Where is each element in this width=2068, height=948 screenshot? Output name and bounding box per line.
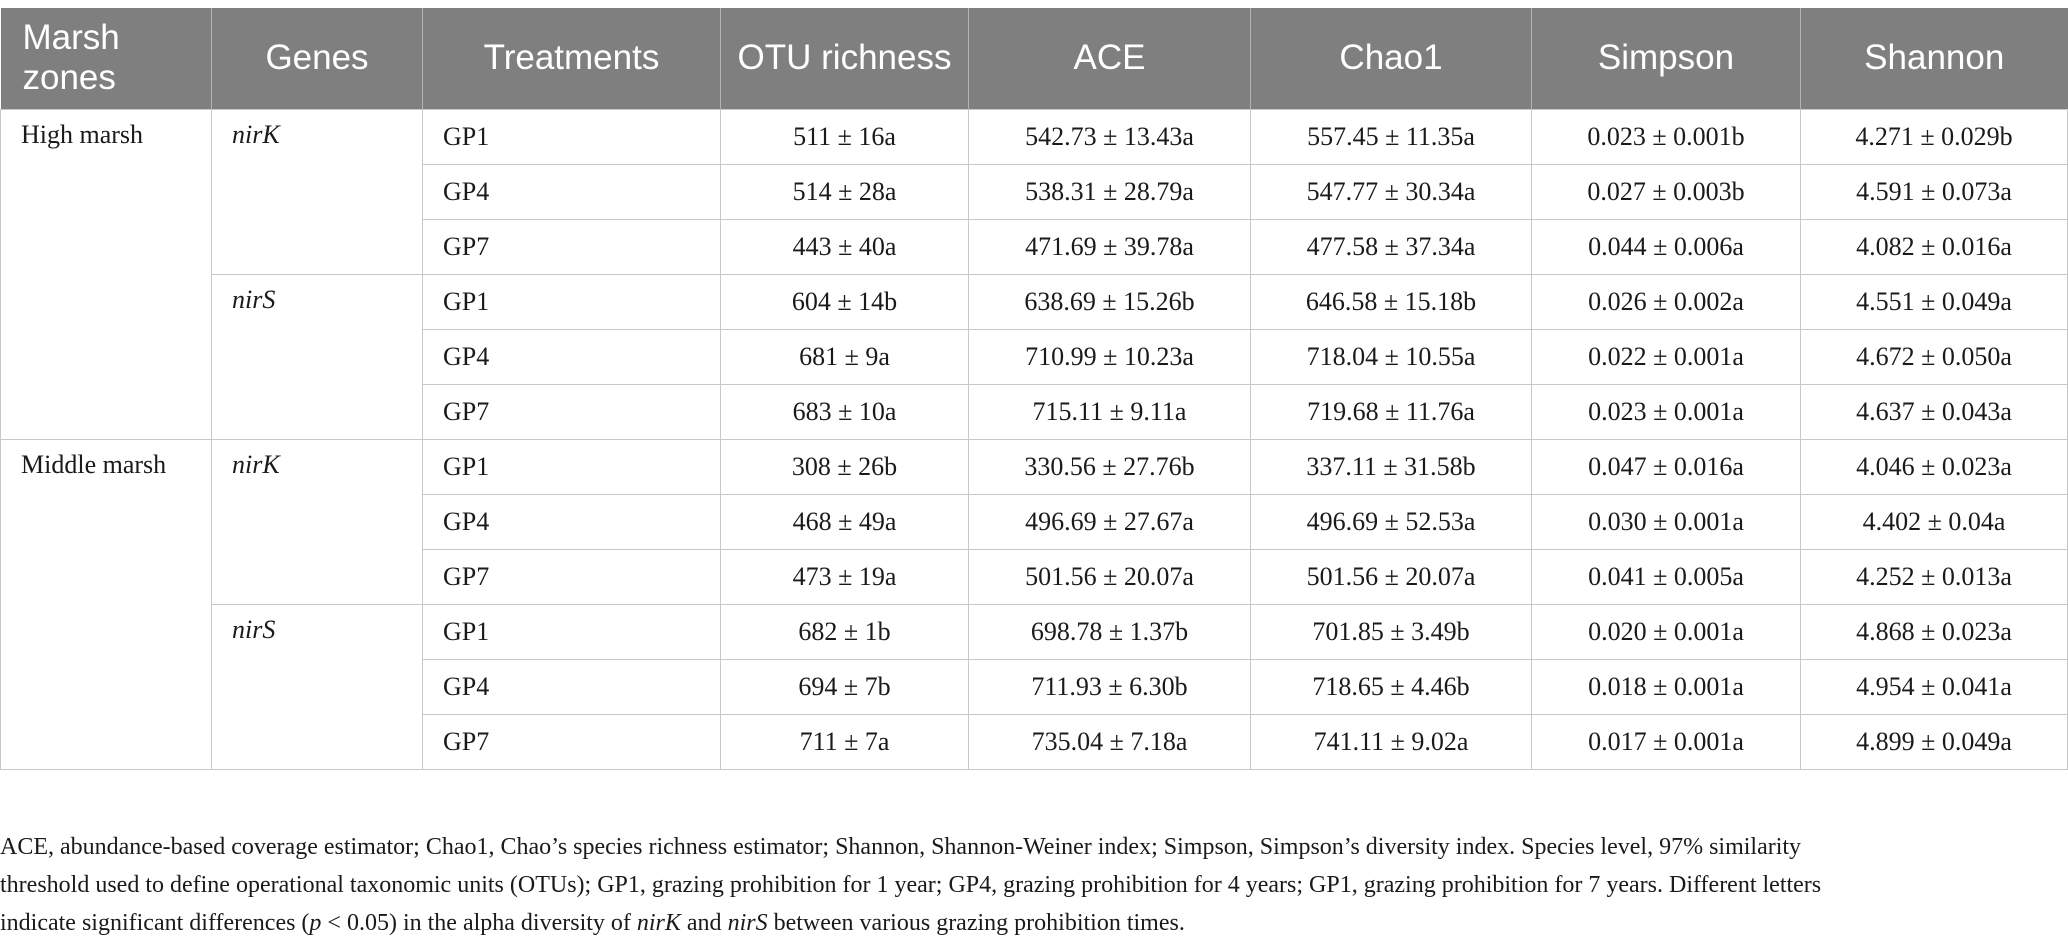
ace-cell: 501.56 ± 20.07a [969,549,1251,604]
shannon-cell: 4.402 ± 0.04a [1801,494,2068,549]
chao1-cell: 741.11 ± 9.02a [1251,714,1532,769]
chao1-cell: 501.56 ± 20.07a [1251,549,1532,604]
gene-cell: nirS [212,604,423,769]
ace-cell: 471.69 ± 39.78a [969,219,1251,274]
treatment-cell: GP7 [423,714,721,769]
table-row [1,109,2068,164]
header-otu-richness: OTU richness [721,8,969,109]
footnote-p-symbol: p [309,910,322,936]
shannon-cell: 4.899 ± 0.049a [1801,714,2068,769]
treatment-cell: GP4 [423,329,721,384]
otu-cell: 604 ± 14b [721,274,969,329]
header-row [1,8,2068,109]
treatment-cell: GP1 [423,109,721,164]
treatment-cell: GP1 [423,604,721,659]
shannon-cell: 4.082 ± 0.016a [1801,219,2068,274]
table-footnote [0,828,2060,942]
chao1-cell: 719.68 ± 11.76a [1251,384,1532,439]
simpson-cell: 0.020 ± 0.001a [1532,604,1801,659]
header-shannon: Shannon [1801,8,2068,109]
alpha-diversity-table [0,8,2068,770]
otu-cell: 473 ± 19a [721,549,969,604]
shannon-cell: 4.046 ± 0.023a [1801,439,2068,494]
ace-cell: 710.99 ± 10.23a [969,329,1251,384]
ace-cell: 542.73 ± 13.43a [969,109,1251,164]
simpson-cell: 0.023 ± 0.001b [1532,109,1801,164]
chao1-cell: 557.45 ± 11.35a [1251,109,1532,164]
simpson-cell: 0.023 ± 0.001a [1532,384,1801,439]
header-chao1: Chao1 [1251,8,1532,109]
table-row [1,604,2068,659]
otu-cell: 681 ± 9a [721,329,969,384]
chao1-cell: 496.69 ± 52.53a [1251,494,1532,549]
otu-cell: 514 ± 28a [721,164,969,219]
chao1-cell: 701.85 ± 3.49b [1251,604,1532,659]
gene-cell: nirK [212,439,423,604]
treatment-cell: GP1 [423,274,721,329]
footnote-gene-nirk: nirK [636,910,681,936]
chao1-cell: 718.04 ± 10.55a [1251,329,1532,384]
shannon-cell: 4.672 ± 0.050a [1801,329,2068,384]
otu-cell: 468 ± 49a [721,494,969,549]
header-treatments: Treatments [423,8,721,109]
shannon-cell: 4.954 ± 0.041a [1801,659,2068,714]
table-row [1,439,2068,494]
chao1-cell: 337.11 ± 31.58b [1251,439,1532,494]
simpson-cell: 0.018 ± 0.001a [1532,659,1801,714]
footnote-line: ACE, abundance-based coverage estimator; Chao1, Chao’s species richness estimator; Shannon, Shannon-Weiner index; Simpson, Simpson’s diversity index. Species level, 97% similarity [0,834,1802,860]
simpson-cell: 0.041 ± 0.005a [1532,549,1801,604]
ace-cell: 638.69 ± 15.26b [969,274,1251,329]
shannon-cell: 4.551 ± 0.049a [1801,274,2068,329]
footnote-line [0,904,2060,942]
shannon-cell: 4.868 ± 0.023a [1801,604,2068,659]
otu-cell: 682 ± 1b [721,604,969,659]
simpson-cell: 0.044 ± 0.006a [1532,219,1801,274]
treatment-cell: GP4 [423,494,721,549]
ace-cell: 496.69 ± 27.67a [969,494,1251,549]
footnote-gene-nirs: nirS [727,910,768,936]
treatment-cell: GP7 [423,219,721,274]
otu-cell: 443 ± 40a [721,219,969,274]
gene-cell: nirS [212,274,423,439]
otu-cell: 511 ± 16a [721,109,969,164]
shannon-cell: 4.252 ± 0.013a [1801,549,2068,604]
header-marsh-zones: Marsh zones [1,8,212,109]
ace-cell: 735.04 ± 7.18a [969,714,1251,769]
shannon-cell: 4.591 ± 0.073a [1801,164,2068,219]
header-ace: ACE [969,8,1251,109]
simpson-cell: 0.022 ± 0.001a [1532,329,1801,384]
shannon-cell: 4.271 ± 0.029b [1801,109,2068,164]
header-simpson: Simpson [1532,8,1801,109]
ace-cell: 538.31 ± 28.79a [969,164,1251,219]
chao1-cell: 646.58 ± 15.18b [1251,274,1532,329]
treatment-cell: GP4 [423,164,721,219]
otu-cell: 308 ± 26b [721,439,969,494]
footnote-line: threshold used to define operational taxonomic units (OTUs); GP1, grazing prohibition for 1 year; GP4, grazing prohibition for 4 years; GP1, grazing prohibition for 7 years. Different letters [0,872,1822,898]
ace-cell: 698.78 ± 1.37b [969,604,1251,659]
gene-cell: nirK [212,109,423,274]
simpson-cell: 0.026 ± 0.002a [1532,274,1801,329]
treatment-cell: GP1 [423,439,721,494]
ace-cell: 330.56 ± 27.76b [969,439,1251,494]
simpson-cell: 0.047 ± 0.016a [1532,439,1801,494]
simpson-cell: 0.030 ± 0.001a [1532,494,1801,549]
simpson-cell: 0.017 ± 0.001a [1532,714,1801,769]
simpson-cell: 0.027 ± 0.003b [1532,164,1801,219]
footnote-text: between various grazing prohibition times. [767,910,1185,936]
alpha-diversity-table-container [0,8,2068,770]
header-genes: Genes [212,8,423,109]
zone-cell: Middle marsh [1,439,212,769]
footnote-text: < 0.05) in the alpha diversity of [321,910,637,936]
otu-cell: 683 ± 10a [721,384,969,439]
ace-cell: 711.93 ± 6.30b [969,659,1251,714]
otu-cell: 694 ± 7b [721,659,969,714]
treatment-cell: GP7 [423,549,721,604]
footnote-text: and [680,910,728,936]
chao1-cell: 477.58 ± 37.34a [1251,219,1532,274]
chao1-cell: 718.65 ± 4.46b [1251,659,1532,714]
treatment-cell: GP4 [423,659,721,714]
chao1-cell: 547.77 ± 30.34a [1251,164,1532,219]
zone-cell: High marsh [1,109,212,439]
ace-cell: 715.11 ± 9.11a [969,384,1251,439]
table-row [1,274,2068,329]
footnote-text: indicate significant differences ( [0,910,310,936]
shannon-cell: 4.637 ± 0.043a [1801,384,2068,439]
otu-cell: 711 ± 7a [721,714,969,769]
treatment-cell: GP7 [423,384,721,439]
